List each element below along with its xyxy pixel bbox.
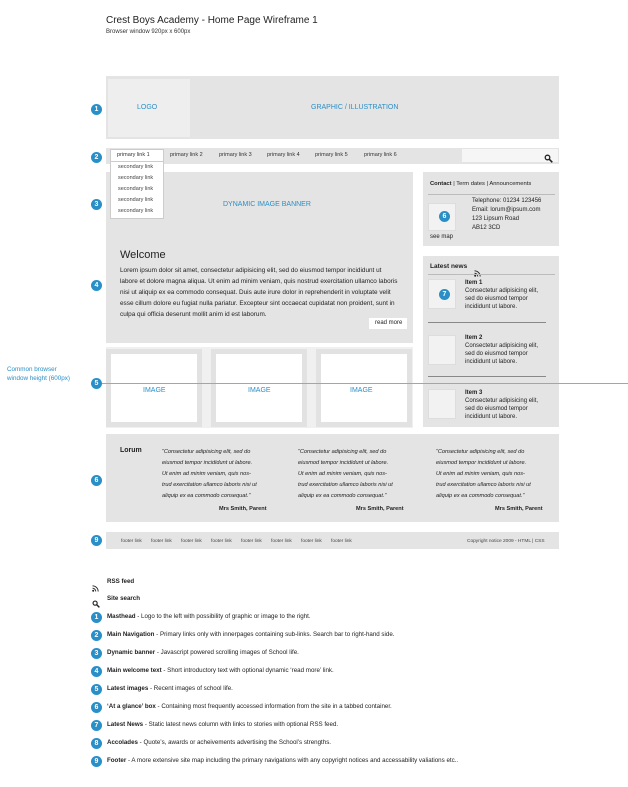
news-item-line: sed do eiusmod tempor: [465, 406, 528, 412]
search-icon[interactable]: [544, 150, 553, 159]
footer-link[interactable]: footer link: [271, 539, 292, 544]
legend-item-desc: - A more extensive site map including the primary navigations with any copyright notices and accessability valiations etc..: [126, 757, 459, 764]
news-separator: [428, 322, 546, 323]
footer-link[interactable]: footer link: [151, 539, 172, 544]
news-item-line: incididunt ut labore.: [465, 359, 518, 365]
logo-label: LOGO: [137, 104, 158, 111]
quote-author: Mrs Smith, Parent: [219, 506, 267, 512]
legend-item-name: Latest News: [107, 721, 144, 728]
legend-item-name: Accolades: [107, 739, 138, 746]
footer-link[interactable]: footer link: [301, 539, 322, 544]
legend-item-desc: - Javascript powered scrolling images of School life.: [155, 649, 299, 656]
nav-submenu: [110, 161, 164, 219]
news-item-line: sed do eiusmod tempor: [465, 296, 528, 302]
tab-term-dates[interactable]: Term dates: [456, 181, 485, 187]
contact-tabs: Contact | Term dates | Announcements: [430, 181, 532, 187]
news-item-line: incididunt ut labore.: [465, 414, 518, 420]
legend-item-name: Latest images: [107, 685, 149, 692]
contact-divider: [428, 194, 555, 195]
marker-6-inline: 6: [439, 211, 450, 222]
news-item-line: Consectetur adipisicing elit,: [465, 288, 539, 294]
banner-label: DYNAMIC IMAGE BANNER: [223, 201, 311, 208]
copyright-notice: Copyright notice 2009 - HTML | CSS: [467, 539, 545, 544]
legend-marker: 3: [91, 648, 102, 659]
quote-line: eiusmod tempor incididunt ut labore.: [436, 460, 527, 466]
tab-contact[interactable]: Contact: [430, 181, 452, 187]
legend-item-desc: - Recent images of school life.: [148, 685, 233, 692]
news-thumb-2[interactable]: [428, 335, 456, 365]
see-map-link[interactable]: see map: [430, 234, 454, 240]
legend-search: Site search: [107, 595, 141, 602]
legend-item-desc: - Containing most frequently accessed information from the site in a tabbed container.: [155, 703, 392, 710]
legend-item-desc: - Primary links only with innerpages containing sub-links. Search bar to right-hand side.: [154, 631, 395, 638]
legend-marker: 6: [91, 702, 102, 713]
legend-item: [107, 757, 458, 764]
browser-height-note: Common browser: [7, 366, 57, 373]
legend-item: [107, 721, 338, 728]
nav-link-1[interactable]: primary link 1: [117, 152, 150, 158]
legend-item-desc: - Static latest news column with links to stories with optional RSS feed.: [143, 721, 339, 728]
nav-link-4[interactable]: primary link 4: [267, 152, 300, 158]
submenu-item[interactable]: secondary link: [118, 175, 154, 181]
quote-author: Mrs Smith, Parent: [356, 506, 404, 512]
news-separator: [428, 376, 546, 377]
welcome-line: esse cillum dolore eu fugiat nulla pariatur. Excepteur sint occaecat cupidatat non proident, sunt in: [120, 300, 395, 307]
legend-item: [107, 649, 299, 656]
submenu-item[interactable]: secondary link: [118, 197, 154, 203]
quote-line: aliquip ex ea commodo consequat.”: [298, 493, 387, 499]
image-label: IMAGE: [350, 387, 373, 394]
read-more-label[interactable]: read more: [375, 320, 403, 326]
news-heading: Latest news: [430, 263, 468, 270]
legend-item: [107, 613, 311, 620]
contact-line: Telephone: 01234 123456: [472, 198, 542, 204]
legend-item-desc: - Logo to the left with possibility of graphic or image to the right.: [135, 613, 311, 620]
footer-link[interactable]: footer link: [331, 539, 352, 544]
submenu-item[interactable]: secondary link: [118, 164, 154, 170]
page-subtitle: Browser window 920px x 600px: [106, 29, 191, 35]
quote-line: aliquip ex ea commodo consequat.”: [162, 493, 251, 499]
welcome-line: Lorem ipsum dolor sit amet, consectetur adipisicing elit, sed do eiusmod tempor incididunt ut: [120, 267, 382, 274]
submenu-item[interactable]: secondary link: [118, 186, 154, 192]
search-icon: [92, 595, 100, 613]
legend-item-name: Main Navigation: [107, 631, 155, 638]
legend-rss: RSS feed: [107, 578, 135, 585]
news-item-line: sed do eiusmod tempor: [465, 351, 528, 357]
footer-link[interactable]: footer link: [181, 539, 202, 544]
nav-link-3[interactable]: primary link 3: [219, 152, 252, 158]
quote-line: Ut enim ad minim veniam, quis nos-: [436, 471, 525, 477]
submenu-item[interactable]: secondary link: [118, 208, 154, 214]
marker-4: 4: [91, 280, 102, 291]
welcome-line: culpa qui officia deserunt mollit anim id est laborum.: [120, 311, 267, 318]
news-item-title[interactable]: Item 2: [465, 335, 483, 341]
legend-marker: 5: [91, 684, 102, 695]
quote-line: trud exercitation ullamco laboris nisi ut: [162, 482, 257, 488]
quote-line: “Consectetur adipisicing elit, sed do: [436, 449, 525, 455]
legend-marker: 4: [91, 666, 102, 677]
legend-item: [107, 703, 392, 710]
marker-1: 1: [91, 104, 102, 115]
legend-marker: 8: [91, 738, 102, 749]
image-label: IMAGE: [143, 387, 166, 394]
legend-item-name: ‘At a glance’ box: [107, 703, 156, 710]
quote-line: Ut enim ad minim veniam, quis nos-: [298, 471, 387, 477]
marker-3: 3: [91, 199, 102, 210]
legend-marker: 1: [91, 612, 102, 623]
welcome-line: nisi ut aliquip ex ea commodo consequat. Duis aute irure dolor in reprehenderit in voluptate velit: [120, 289, 391, 296]
welcome-line: labore et dolore magna aliqua. Ut enim ad minim veniam, quis nostrud exercitation ullamco laboris: [120, 278, 398, 285]
legend-marker: 2: [91, 630, 102, 641]
marker-6: 6: [91, 475, 102, 486]
browser-height-note: window height (600px): [7, 375, 71, 382]
quote-author: Mrs Smith, Parent: [495, 506, 543, 512]
image-label: IMAGE: [248, 387, 271, 394]
welcome-heading: Welcome: [120, 249, 166, 261]
marker-5: 5: [91, 378, 102, 389]
news-thumb-3[interactable]: [428, 389, 456, 419]
quote-line: “Consectetur adipisicing elit, sed do: [162, 449, 251, 455]
legend-item: [107, 631, 395, 638]
nav-link-5[interactable]: primary link 5: [315, 152, 348, 158]
legend-item-desc: - Short introductory text with optional dynamic ‘read more’ link.: [161, 667, 334, 674]
contact-line: AB12 3CD: [472, 225, 501, 231]
legend-item-name: Footer: [107, 757, 127, 764]
nav-link-6[interactable]: primary link 6: [364, 152, 397, 158]
quote-line: Ut enim ad minim veniam, quis nos-: [162, 471, 251, 477]
legend-item-name: Dynamic banner: [107, 649, 156, 656]
footer-link[interactable]: footer link: [121, 539, 142, 544]
quote-line: trud exercitation ullamco laboris nisi ut: [298, 482, 393, 488]
news-divider: [428, 274, 555, 275]
legend-item-name: Masthead: [107, 613, 136, 620]
legend-item-name: Main welcome text: [107, 667, 162, 674]
legend-item-desc: - Quote’s, awards or acheivements advertising the School’s strengths.: [137, 739, 332, 746]
quote-line: eiusmod tempor incididunt ut labore.: [298, 460, 389, 466]
browser-height-line: [100, 383, 628, 384]
tab-announcements[interactable]: Announcements: [489, 181, 532, 187]
legend-item: [107, 685, 233, 692]
page-title: Crest Boys Academy - Home Page Wireframe 1: [106, 15, 318, 26]
quote-line: “Consectetur adipisicing elit, sed do: [298, 449, 387, 455]
legend-item: [107, 667, 334, 674]
quote-line: aliquip ex ea commodo consequat.”: [436, 493, 525, 499]
quote-line: eiusmod tempor incididunt ut labore.: [162, 460, 253, 466]
contact-line: Email: lorum@ipsum.com: [472, 207, 541, 213]
marker-7-inline: 7: [439, 289, 450, 300]
accolades-heading: Lorum: [120, 447, 142, 454]
news-item-line: incididunt ut labore.: [465, 304, 518, 310]
nav-link-2[interactable]: primary link 2: [170, 152, 203, 158]
contact-line: 123 Lipsum Road: [472, 216, 520, 222]
footer-link[interactable]: footer link: [211, 539, 232, 544]
news-item-line: Consectetur adipisicing elit,: [465, 398, 539, 404]
legend-marker: 7: [91, 720, 102, 731]
footer-link[interactable]: footer link: [241, 539, 262, 544]
marker-2: 2: [91, 152, 102, 163]
news-item-title[interactable]: Item 3: [465, 390, 483, 396]
legend-marker: 9: [91, 756, 102, 767]
graphic-label: GRAPHIC / ILLUSTRATION: [311, 104, 399, 111]
legend-item: [107, 739, 331, 746]
news-item-title[interactable]: Item 1: [465, 280, 483, 286]
marker-9: 9: [91, 535, 102, 546]
quote-line: trud exercitation ullamco laboris nisi ut: [436, 482, 531, 488]
news-item-line: Consectetur adipisicing elit,: [465, 343, 539, 349]
